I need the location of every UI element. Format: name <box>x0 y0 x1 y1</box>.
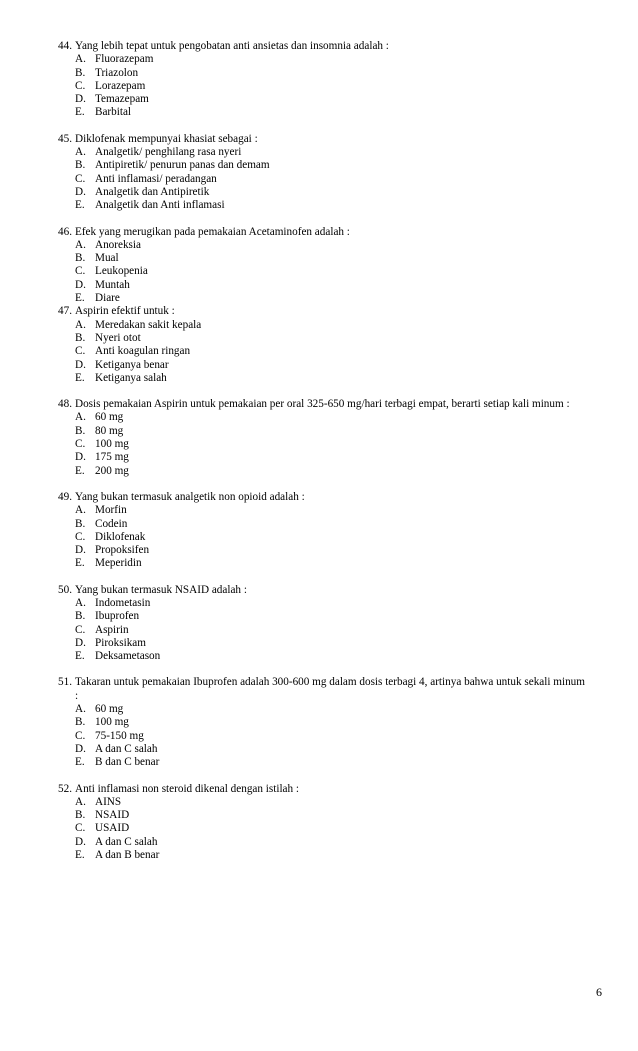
option-e <box>58 372 606 385</box>
option-text: 100 mg <box>95 438 129 451</box>
option-text: Ketiganya benar <box>95 358 169 371</box>
option-text: AINS <box>95 795 122 808</box>
question-text-continuation: : <box>75 689 79 702</box>
option-letter: A. <box>75 318 86 331</box>
question-stem <box>58 676 606 689</box>
question-gap <box>58 770 606 783</box>
option-e <box>58 849 606 862</box>
option-letter: D. <box>75 544 86 557</box>
option-e <box>58 557 606 570</box>
question-text: Diklofenak mempunyai khasiat sebagai : <box>75 132 258 145</box>
question-text: Efek yang merugikan pada pemakaian Acetaminofen adalah : <box>75 225 350 238</box>
option-letter: B. <box>75 424 86 437</box>
question-gap <box>58 478 606 491</box>
option-letter: E. <box>75 849 85 862</box>
option-letter: D. <box>75 742 86 755</box>
question-stem <box>58 40 606 53</box>
option-c <box>58 438 606 451</box>
question-text: Yang bukan termasuk analgetik non opioid adalah : <box>75 490 305 503</box>
option-c <box>58 173 606 186</box>
question-48 <box>58 398 606 478</box>
option-text: A dan C salah <box>95 835 158 848</box>
option-d <box>58 743 606 756</box>
question-49 <box>58 491 606 571</box>
question-stem <box>58 226 606 239</box>
option-text: A dan B benar <box>95 849 160 862</box>
question-stem <box>58 783 606 796</box>
option-letter: C. <box>75 172 86 185</box>
option-letter: A. <box>75 703 86 716</box>
question-text: Yang bukan termasuk NSAID adalah : <box>75 583 247 596</box>
option-a <box>58 53 606 66</box>
option-letter: D. <box>75 278 86 291</box>
option-c <box>58 265 606 278</box>
option-text: Diklofenak <box>95 530 146 543</box>
question-number: 45. <box>58 132 72 145</box>
option-letter: D. <box>75 185 86 198</box>
option-text: Anoreksia <box>95 238 141 251</box>
option-a <box>58 319 606 332</box>
option-b <box>58 809 606 822</box>
option-text: Barbital <box>95 106 132 119</box>
option-b <box>58 518 606 531</box>
option-text: A dan C salah <box>95 742 158 755</box>
option-d <box>58 186 606 199</box>
question-gap <box>58 663 606 676</box>
option-text: 175 mg <box>95 451 129 464</box>
option-e <box>58 756 606 769</box>
option-text: 60 mg <box>95 411 124 424</box>
option-letter: B. <box>75 610 86 623</box>
option-text: 75-150 mg <box>95 729 144 742</box>
option-letter: B. <box>75 809 86 822</box>
option-text: Piroksikam <box>95 636 146 649</box>
question-stem <box>58 491 606 504</box>
option-c <box>58 624 606 637</box>
option-b <box>58 252 606 265</box>
question-50 <box>58 584 606 664</box>
option-letter: C. <box>75 623 86 636</box>
option-letter: E. <box>75 650 85 663</box>
option-letter: E. <box>75 756 85 769</box>
option-text: Morfin <box>95 504 127 517</box>
option-letter: B. <box>75 517 86 530</box>
question-number: 44. <box>58 40 72 52</box>
option-e <box>58 106 606 119</box>
option-b <box>58 332 606 345</box>
option-a <box>58 411 606 424</box>
option-letter: B. <box>75 252 86 265</box>
option-text: Ibuprofen <box>95 610 140 623</box>
question-number: 49. <box>58 490 72 503</box>
option-a <box>58 597 606 610</box>
option-letter: D. <box>75 358 86 371</box>
question-number: 48. <box>58 398 72 411</box>
option-e <box>58 292 606 305</box>
question-text: Anti inflamasi non steroid dikenal dengan istilah : <box>75 782 300 795</box>
option-letter: C. <box>75 438 86 451</box>
option-text: Propoksifen <box>95 544 150 557</box>
option-letter: A. <box>75 596 86 609</box>
option-text: 100 mg <box>95 716 129 729</box>
option-text: Diare <box>95 292 120 305</box>
option-d <box>58 637 606 650</box>
question-47 <box>58 305 606 385</box>
option-text: Meredakan sakit kepala <box>95 318 202 331</box>
question-number: 51. <box>58 676 72 689</box>
option-e <box>58 465 606 478</box>
option-letter: E. <box>75 557 85 570</box>
option-e <box>58 650 606 663</box>
option-letter: C. <box>75 822 86 835</box>
option-a <box>58 703 606 716</box>
option-letter: A. <box>75 795 86 808</box>
option-text: Ketiganya salah <box>95 371 167 384</box>
page-number: 6 <box>596 985 602 999</box>
option-text: NSAID <box>95 809 130 822</box>
option-text: Anti koagulan ringan <box>95 345 191 358</box>
option-text: Analgetik/ penghilang rasa nyeri <box>95 146 242 159</box>
option-letter: B. <box>75 159 86 172</box>
option-text: Lorazepam <box>95 79 146 92</box>
option-text: Triazolon <box>95 66 139 79</box>
question-text: Yang lebih tepat untuk pengobatan anti ansietas dan insomnia adalah : <box>75 40 389 52</box>
option-list <box>58 239 606 305</box>
option-c <box>58 531 606 544</box>
option-letter: C. <box>75 729 86 742</box>
question-list <box>58 40 606 862</box>
option-list <box>58 597 606 663</box>
question-text: Dosis pemakaian Aspirin untuk pemakaian per oral 325-650 mg/hari terbagi empat, berarti setiap kali minum : <box>75 398 570 411</box>
option-d <box>58 279 606 292</box>
option-letter: E. <box>75 371 85 384</box>
option-list <box>58 53 606 119</box>
question-52 <box>58 783 606 863</box>
option-letter: E. <box>75 199 85 212</box>
question-51 <box>58 676 606 769</box>
question-text: Takaran untuk pemakaian Ibuprofen adalah 300-600 mg dalam dosis terbagi 4, artinya bahwa untuk sekali minum <box>75 676 585 689</box>
option-list <box>58 796 606 862</box>
option-text: 80 mg <box>95 424 124 437</box>
option-text: 60 mg <box>95 703 124 716</box>
option-d <box>58 359 606 372</box>
option-text: Mual <box>95 252 119 265</box>
question-46 <box>58 226 606 306</box>
option-list <box>58 703 606 769</box>
option-text: Nyeri otot <box>95 331 141 344</box>
option-c <box>58 822 606 835</box>
option-d <box>58 451 606 464</box>
option-text: Muntah <box>95 278 130 291</box>
option-list <box>58 411 606 477</box>
option-text: Fluorazepam <box>95 53 154 66</box>
option-letter: C. <box>75 345 86 358</box>
option-letter: A. <box>75 411 86 424</box>
option-b <box>58 425 606 438</box>
option-letter: E. <box>75 464 85 477</box>
option-d <box>58 93 606 106</box>
option-b <box>58 610 606 623</box>
option-list <box>58 319 606 385</box>
option-text: Analgetik dan Anti inflamasi <box>95 199 225 212</box>
option-text: USAID <box>95 822 130 835</box>
option-text: Antipiretik/ penurun panas dan demam <box>95 159 270 172</box>
option-letter: C. <box>75 530 86 543</box>
question-gap <box>58 120 606 133</box>
question-number: 52. <box>58 782 72 795</box>
option-letter: D. <box>75 636 86 649</box>
option-b <box>58 67 606 80</box>
question-number: 50. <box>58 583 72 596</box>
option-b <box>58 716 606 729</box>
question-stem <box>58 133 606 146</box>
option-letter: D. <box>75 93 86 106</box>
option-c <box>58 345 606 358</box>
option-e <box>58 199 606 212</box>
option-letter: D. <box>75 835 86 848</box>
option-text: Leukopenia <box>95 265 148 278</box>
question-gap <box>58 213 606 226</box>
option-letter: C. <box>75 265 86 278</box>
option-letter: B. <box>75 66 86 79</box>
option-d <box>58 836 606 849</box>
option-letter: D. <box>75 451 86 464</box>
option-letter: A. <box>75 146 86 159</box>
option-letter: C. <box>75 79 86 92</box>
option-text: Analgetik dan Antipiretik <box>95 185 210 198</box>
option-list <box>58 504 606 570</box>
option-c <box>58 80 606 93</box>
option-letter: E. <box>75 292 85 305</box>
option-text: Deksametason <box>95 650 161 663</box>
option-text: Meperidin <box>95 557 142 570</box>
question-stem <box>58 398 606 411</box>
option-letter: B. <box>75 331 86 344</box>
question-number: 47. <box>58 305 72 318</box>
question-gap <box>58 385 606 398</box>
option-text: Codein <box>95 517 128 530</box>
question-44 <box>58 40 606 120</box>
question-stem <box>58 305 606 318</box>
option-a <box>58 146 606 159</box>
question-gap <box>58 571 606 584</box>
option-letter: E. <box>75 106 85 119</box>
option-text: Anti inflamasi/ peradangan <box>95 172 217 185</box>
option-c <box>58 730 606 743</box>
question-45 <box>58 133 606 213</box>
option-a <box>58 504 606 517</box>
option-letter: B. <box>75 716 86 729</box>
option-letter: A. <box>75 504 86 517</box>
option-list <box>58 146 606 212</box>
option-letter: A. <box>75 53 86 66</box>
question-stem-continuation <box>58 690 606 703</box>
question-text: Aspirin efektif untuk : <box>75 305 175 318</box>
option-a <box>58 796 606 809</box>
option-b <box>58 159 606 172</box>
option-text: Aspirin <box>95 623 129 636</box>
option-d <box>58 544 606 557</box>
option-letter: A. <box>75 238 86 251</box>
question-number: 46. <box>58 225 72 238</box>
option-a <box>58 239 606 252</box>
question-stem <box>58 584 606 597</box>
option-text: Temazepam <box>95 93 149 106</box>
option-text: 200 mg <box>95 464 129 477</box>
option-text: B dan C benar <box>95 756 160 769</box>
option-text: Indometasin <box>95 596 151 609</box>
